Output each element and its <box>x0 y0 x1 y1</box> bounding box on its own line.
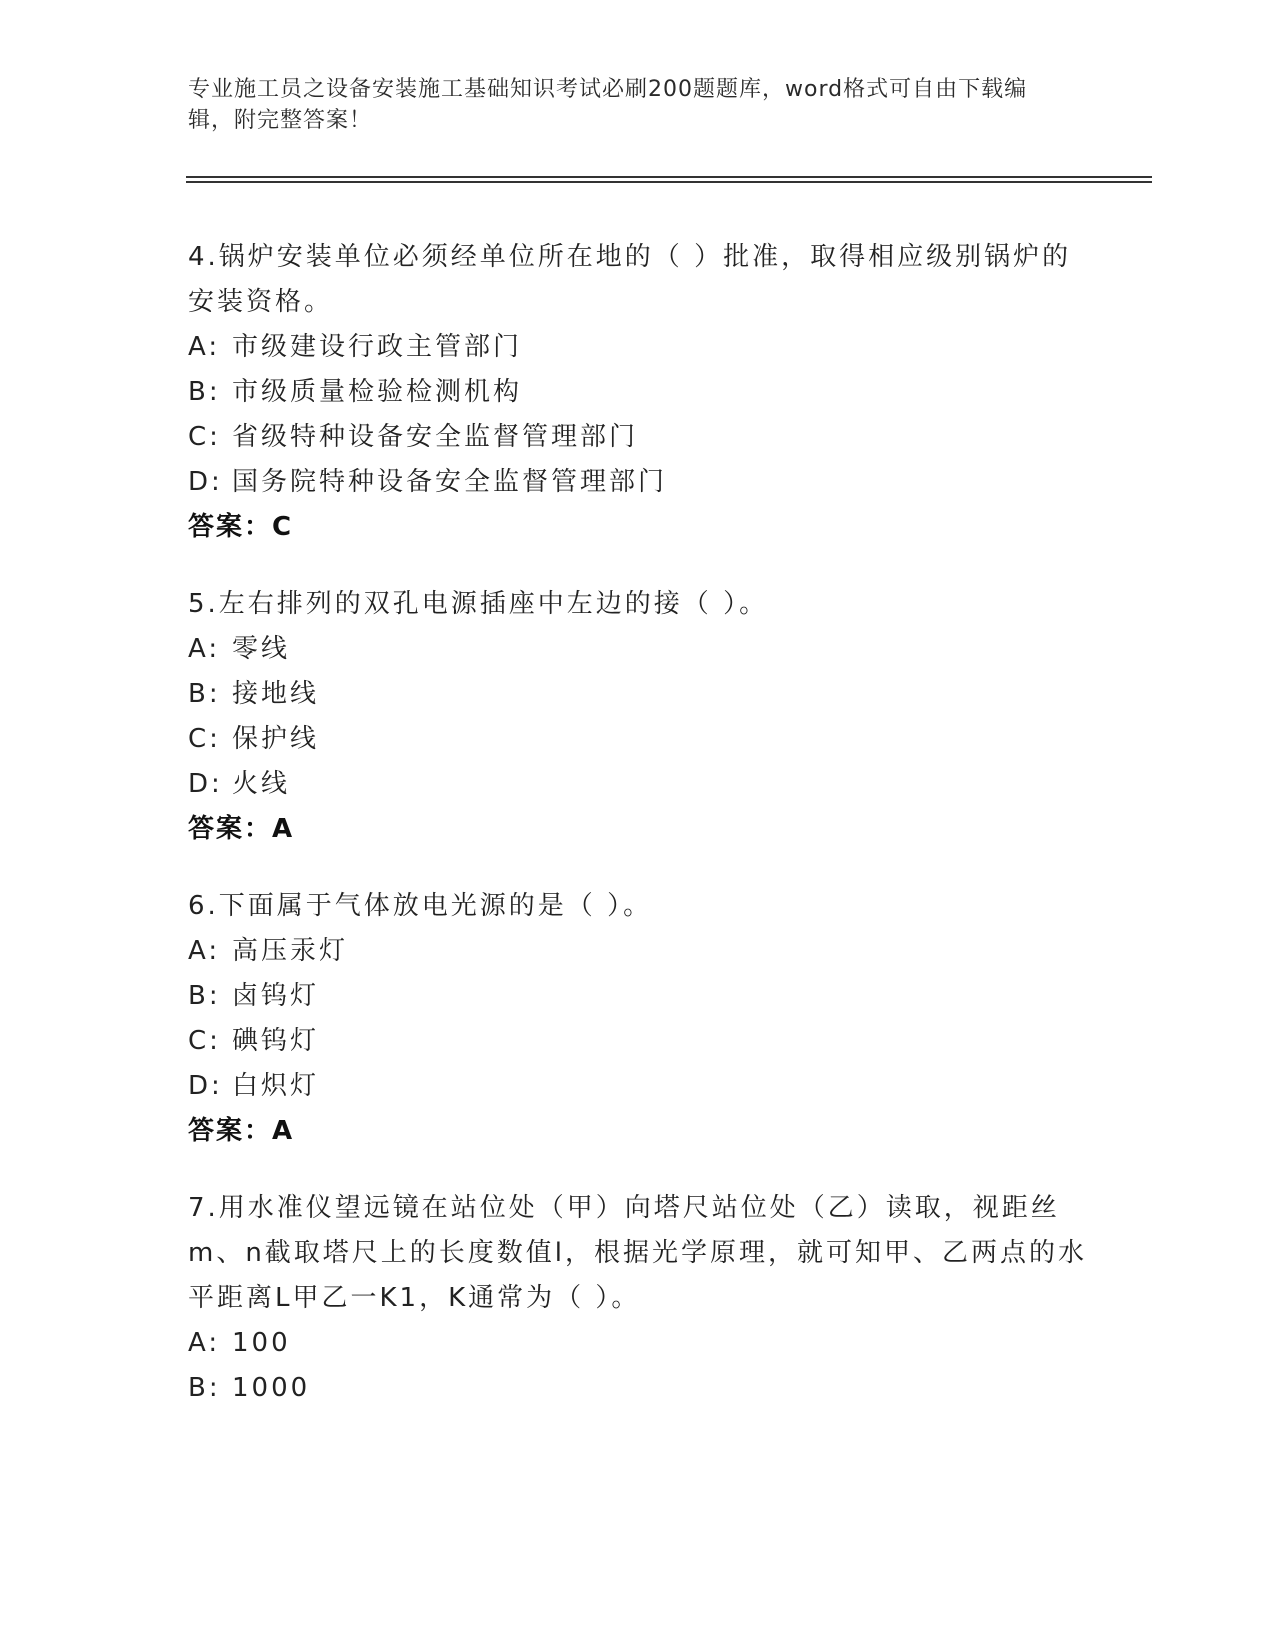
option-letter: C: <box>188 1026 221 1056</box>
option-letter: B: <box>188 981 221 1011</box>
question-stem: 7.用水准仪望远镜在站位处（甲）向塔尺站位处（乙）读取，视距丝m、n截取塔尺上的长度数值l，根据光学原理，就可知甲、乙两点的水平距离L甲乙一K1，K通常为（ ）。 <box>188 1193 1088 1313</box>
document-header: 专业施工员之设备安装施工基础知识考试必刷200题题库，word格式可自由下载编辑，附完整答案！ <box>188 77 1028 133</box>
option-text: 市级建设行政主管部门 <box>232 332 523 362</box>
option-b <box>188 974 1088 1019</box>
option-letter: A: <box>188 634 221 664</box>
answer-line <box>188 505 1088 550</box>
header-divider-bottom <box>186 181 1152 183</box>
answer-prefix: 答案： <box>188 814 273 844</box>
question-6 <box>188 884 1088 1154</box>
question-7 <box>188 1186 1088 1411</box>
option-a <box>188 627 1088 672</box>
option-letter: A: <box>188 1328 221 1358</box>
question-5 <box>188 582 1088 852</box>
option-text: 卤钨灯 <box>232 981 320 1011</box>
option-letter: C: <box>188 422 221 452</box>
option-letter: D: <box>188 1071 223 1101</box>
option-letter: A: <box>188 332 221 362</box>
question-4 <box>188 235 1088 550</box>
option-c <box>188 415 1088 460</box>
option-text: 白炽灯 <box>232 1071 320 1101</box>
option-text: 高压汞灯 <box>232 936 349 966</box>
question-stem: 5.左右排列的双孔电源插座中左边的接（ ）。 <box>188 589 769 619</box>
option-text: 保护线 <box>232 724 320 754</box>
answer-line <box>188 807 1088 852</box>
option-a <box>188 1321 1088 1366</box>
answer-prefix: 答案： <box>188 512 273 542</box>
question-stem: 4.锅炉安装单位必须经单位所在地的（ ）批准，取得相应级别锅炉的安装资格。 <box>188 242 1072 317</box>
option-letter: B: <box>188 679 221 709</box>
option-letter: B: <box>188 377 221 407</box>
answer-line <box>188 1109 1088 1154</box>
option-d <box>188 1064 1088 1109</box>
answer-value: C <box>272 512 294 542</box>
option-d <box>188 762 1088 807</box>
option-letter: D: <box>188 467 223 497</box>
option-a <box>188 929 1088 974</box>
option-text: 火线 <box>232 769 291 799</box>
option-text: 省级特种设备安全监督管理部门 <box>232 422 639 452</box>
option-text: 接地线 <box>232 679 320 709</box>
option-d <box>188 460 1088 505</box>
option-letter: B: <box>188 1373 221 1403</box>
header-divider-top <box>186 176 1152 178</box>
option-letter: D: <box>188 769 223 799</box>
option-b <box>188 672 1088 717</box>
answer-prefix: 答案： <box>188 1116 273 1146</box>
option-a <box>188 325 1088 370</box>
question-list <box>188 235 1088 1443</box>
option-text: 1000 <box>232 1373 311 1403</box>
question-stem: 6.下面属于气体放电光源的是（ ）。 <box>188 891 653 921</box>
option-text: 国务院特种设备安全监督管理部门 <box>232 467 668 497</box>
option-text: 碘钨灯 <box>232 1026 320 1056</box>
option-text: 100 <box>232 1328 291 1358</box>
option-b <box>188 1366 1088 1411</box>
option-c <box>188 717 1088 762</box>
option-text: 零线 <box>232 634 291 664</box>
option-b <box>188 370 1088 415</box>
option-letter: C: <box>188 724 221 754</box>
option-c <box>188 1019 1088 1064</box>
answer-value: A <box>272 1116 295 1146</box>
option-text: 市级质量检验检测机构 <box>232 377 523 407</box>
answer-value: A <box>272 814 295 844</box>
option-letter: A: <box>188 936 221 966</box>
